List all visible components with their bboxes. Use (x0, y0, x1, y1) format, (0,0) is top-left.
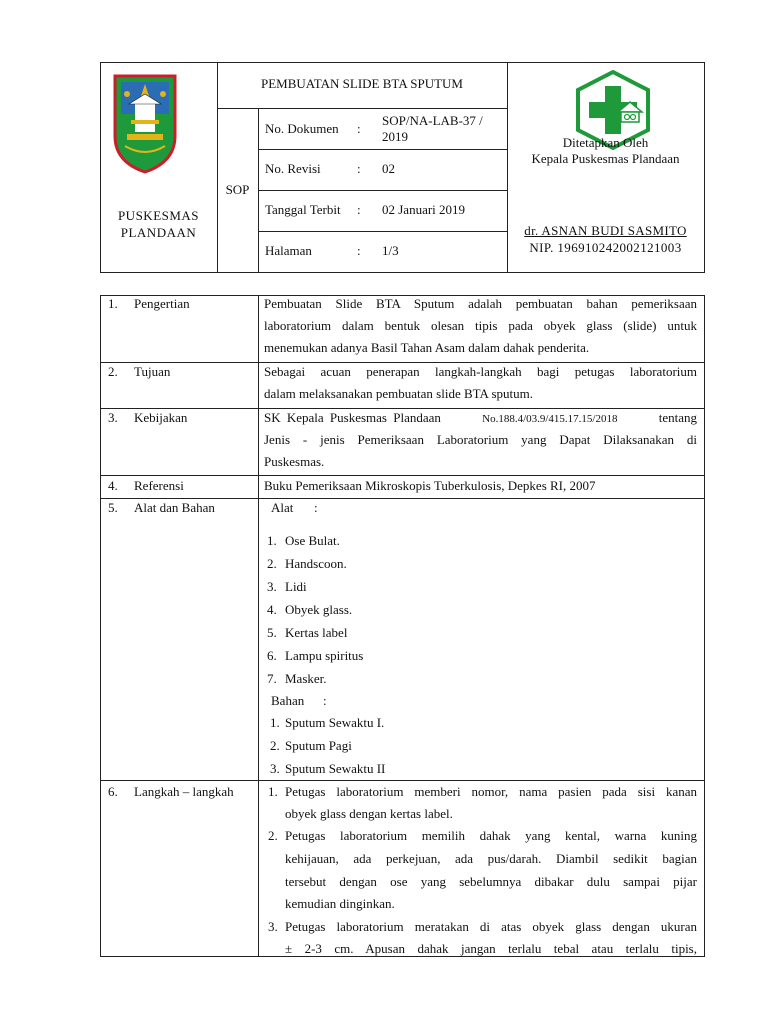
regional-emblem-icon (113, 74, 177, 174)
section-title: Pengertian (134, 296, 190, 311)
list-number: 2. (270, 738, 280, 753)
section-text-line: dalam melaksanakan pembuatan slide BTA sputum. (264, 386, 534, 401)
list-number: 5. (267, 625, 277, 640)
meta-label-document-number: No. Dokumen (265, 121, 339, 136)
alat-label: Alat (271, 500, 294, 515)
alat-sep: : (314, 500, 318, 515)
section-text-line: laboratorium dalam bentuk olesan tipis pada obyek glass (slide) untuk (264, 318, 697, 333)
meta-sep: : (357, 121, 361, 136)
approver-name: dr. ASNAN BUDI SASMITO (524, 223, 687, 238)
list-number: 6. (267, 648, 277, 663)
step-number: 2. (268, 828, 278, 843)
meta-value-page: 1/3 (382, 243, 399, 258)
meta-sep: : (357, 243, 361, 258)
institution-name (100, 208, 217, 241)
approver-nip: NIP. 196910242002121003 (529, 240, 682, 255)
section-text-line: Pembuatan Slide BTA Sputum adalah pembuatan bahan pemeriksaan (264, 296, 697, 311)
section-text-line: Buku Pemeriksaan Mikroskopis Tuberkulosis, Depkes RI, 2007 (264, 478, 596, 493)
list-number: 1. (267, 533, 277, 548)
step-text-line: tersebut dengan ose yang sebelumnya dibakar dulu sampai pijar (285, 874, 697, 889)
step-text-line: Petugas laboratorium memilih dahak yang kental, warna kuning (285, 828, 697, 843)
section-title: Langkah – langkah (134, 784, 234, 799)
section-number: 1. (108, 296, 118, 311)
list-item: Lidi (285, 579, 307, 594)
step-text-line: kemudian dinginkan. (285, 896, 395, 911)
list-item: Sputum Sewaktu II (285, 761, 386, 776)
list-number: 3. (270, 761, 280, 776)
section-title: Tujuan (134, 364, 171, 379)
meta-label-page: Halaman (265, 243, 312, 258)
list-number: 2. (267, 556, 277, 571)
list-item: Masker. (285, 671, 327, 686)
section-text-line: Sebagai acuan penerapan langkah-langkah bagi petugas laboratorium (264, 364, 697, 379)
meta-value-issue-date: 02 Januari 2019 (382, 202, 466, 217)
list-item: Ose Bulat. (285, 533, 340, 548)
institution-line-1: PUSKESMAS (117, 208, 200, 223)
step-text-line: Petugas laboratorium meratakan di atas obyek glass dengan ukuran (285, 919, 697, 934)
meta-value-document-number-line1: SOP/NA-LAB-37 / (382, 113, 483, 128)
policy-text: SK Kepala Puskesmas Plandaan (264, 410, 441, 425)
step-text-line: Petugas laboratorium memberi nomor, nama pasien pada sisi kanan (285, 784, 697, 799)
list-item: Lampu spiritus (285, 648, 364, 663)
list-item: Handscoon. (285, 556, 347, 571)
sop-label: SOP (225, 182, 250, 197)
bahan-label: Bahan (271, 693, 305, 708)
list-item: Obyek glass. (285, 602, 353, 617)
section-title: Kebijakan (134, 410, 188, 425)
approval-line-1: Ditetapkan Oleh (562, 135, 649, 150)
meta-sep: : (357, 202, 361, 217)
section-number: 2. (108, 364, 118, 379)
meta-sep: : (357, 161, 361, 176)
meta-label-revision: No. Revisi (265, 161, 321, 176)
list-number: 7. (267, 671, 277, 686)
list-item: Sputum Sewaktu I. (285, 715, 385, 730)
section-title: Alat dan Bahan (134, 500, 215, 515)
institution-line-2: PLANDAAN (120, 225, 197, 240)
section-number: 3. (108, 410, 118, 425)
step-text-line: obyek glass dengan kertas label. (285, 806, 453, 821)
step-text-line: ± 2-3 cm. Apusan dahak jangan terlalu tebal atau terlalu tipis, (285, 941, 697, 956)
step-number: 3. (268, 919, 278, 934)
approval-line-2: Kepala Puskesmas Plandaan (531, 151, 680, 166)
list-item: Kertas label (285, 625, 348, 640)
list-number: 4. (267, 602, 277, 617)
section-text-line (264, 410, 697, 427)
section-number: 4. (108, 478, 118, 493)
document-title: PEMBUATAN SLIDE BTA SPUTUM (261, 76, 463, 91)
step-number: 1. (268, 784, 278, 799)
section-text-line: Puskesmas. (264, 454, 325, 469)
policy-decree-number: No.188.4/03.9/415.17.15/2018 (482, 413, 618, 425)
step-text-line: kehijauan, ada perkejuan, ada pus/darah. Diambil sedikit bagian (285, 851, 697, 866)
policy-text: tentang (658, 410, 697, 425)
meta-value-document-number-line2: 2019 (382, 129, 408, 144)
section-number: 6. (108, 784, 118, 799)
section-text-line: menemukan adanya Basil Tahan Asam dalam dahak penderita. (264, 340, 590, 355)
section-text-line: Jenis - jenis Pemeriksaan Laboratorium yang Dapat Dilaksanakan di (264, 432, 697, 447)
bahan-sep: : (323, 693, 327, 708)
meta-value-revision: 02 (382, 161, 395, 176)
section-title: Referensi (134, 478, 184, 493)
meta-label-issue-date: Tanggal Terbit (265, 202, 341, 217)
section-number: 5. (108, 500, 118, 515)
list-number: 3. (267, 579, 277, 594)
list-item: Sputum Pagi (285, 738, 352, 753)
list-number: 1. (270, 715, 280, 730)
